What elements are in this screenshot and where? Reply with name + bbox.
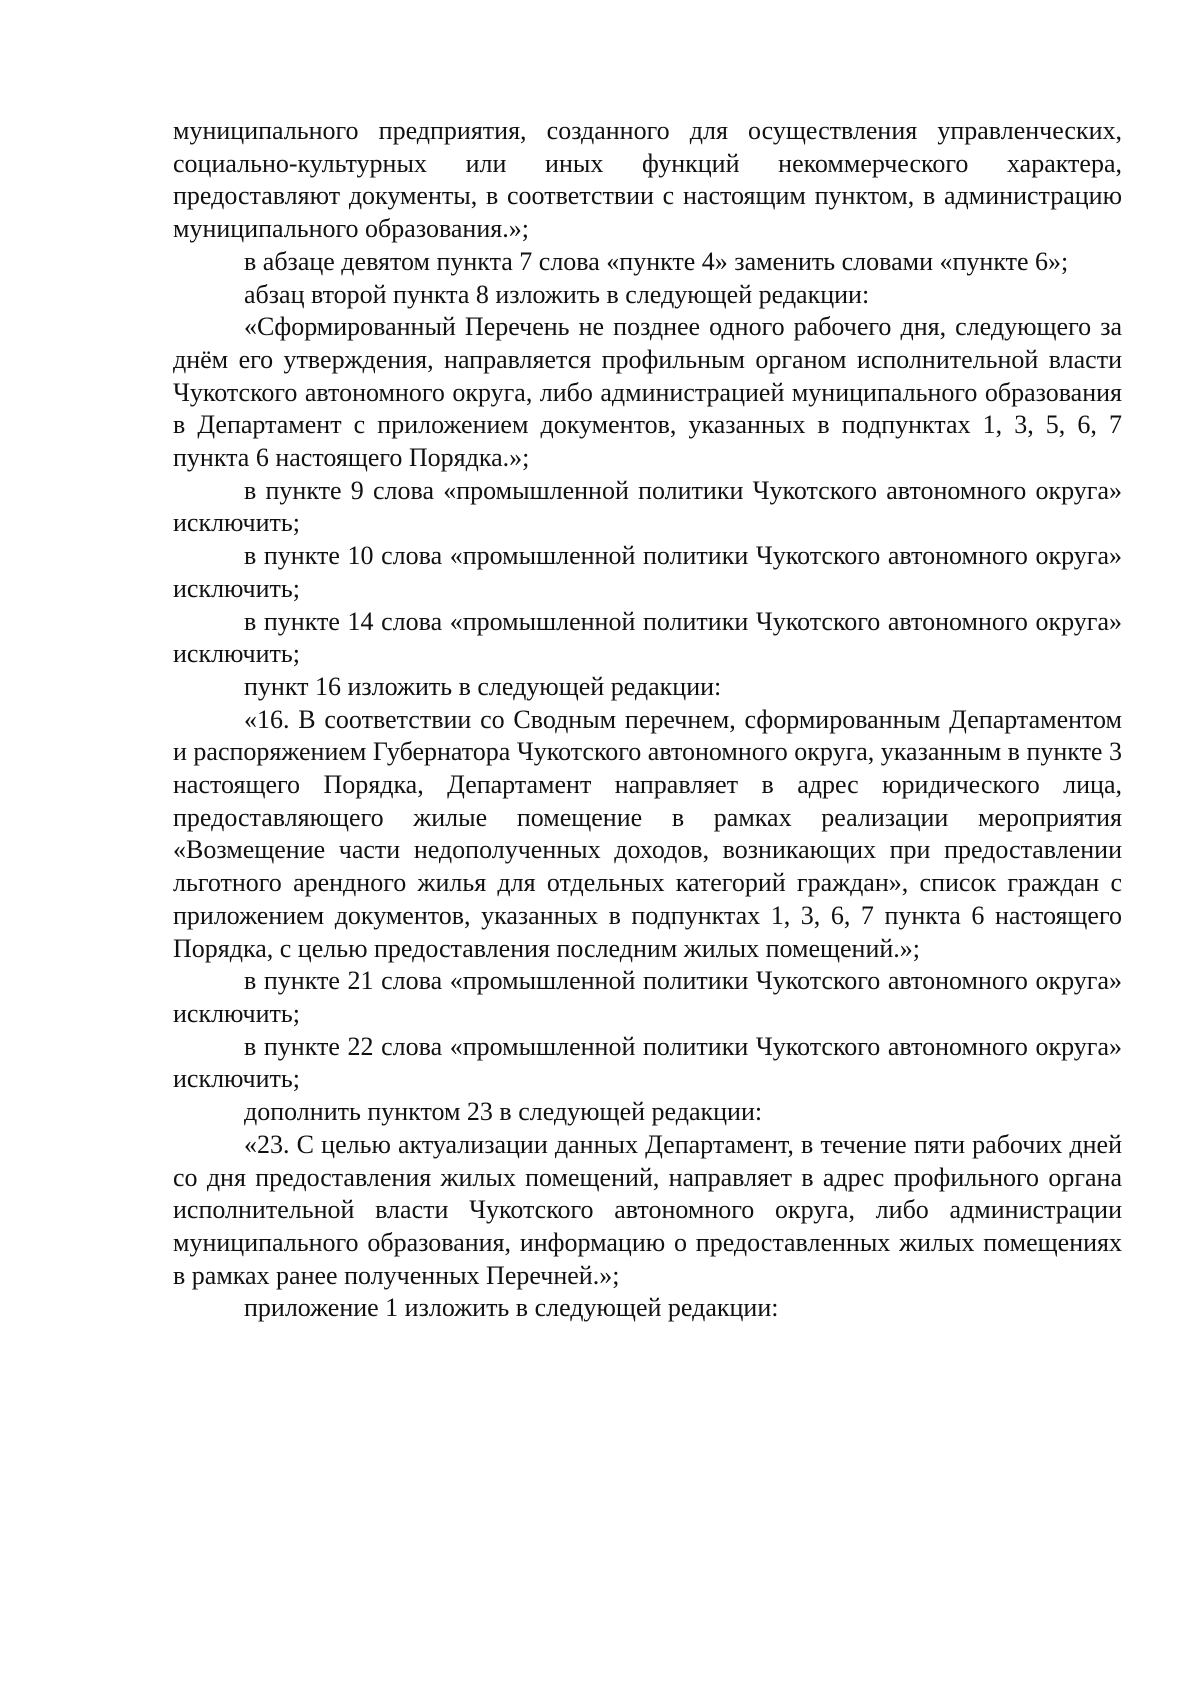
paragraph-amendment-point-23: дополнить пунктом 23 в следующей редакции: [244,1097,763,1127]
paragraph-continuation: муниципального предприятия, созданного для осуществления управленческих, социально-культурных или иных функций некоммерческого характера, предоставляют документы, в соответствии с настоящим пунктом, в администрацию муниципального образования.»; [173,116,1122,244]
paragraph-amendment-point-16: пункт 16 изложить в следующей редакции: [244,671,722,701]
paragraph-amendment-point-22: в пункте 22 слова «промышленной политики Чукотского автономного округа» исключить; [173,1031,1122,1094]
paragraph-amendment-point-14: в пункте 14 слова «промышленной политики Чукотского автономного округа» исключить; [173,606,1122,669]
paragraph-amendment-point-8: абзац второй пункта 8 изложить в следующей редакции: [244,279,870,309]
paragraph-amendment-point-7: в абзаце девятом пункта 7 слова «пункте 4» заменить словами «пункте 6»; [244,246,1069,276]
document-page [173,115,1122,1325]
paragraph-quoted-point-8-text: «Сформированный Перечень не позднее одного рабочего дня, следующего за днём его утверждения, направляется профильным органом исполнительной власти Чукотского автономного округа, либо администрацией муниципального образования в Департамент с приложением документов, указанных в подпунктах 1, 3, 5, 6, 7 пункта 6 настоящего Порядка.»; [173,312,1122,473]
paragraph-amendment-point-21: в пункте 21 слова «промышленной политики Чукотского автономного округа» исключить; [173,966,1122,1028]
paragraph-amendment-point-10: в пункте 10 слова «промышленной политики Чукотского автономного округа» исключить; [173,541,1122,603]
paragraph-quoted-point-16-text: «16. В соответствии со Сводным перечнем, сформированным Департаментом и распоряжением Губернатора Чукотского автономного округа, указанным в пункте 3 настоящего Порядка, Департамент направляет в адрес юридического лица, предоставляющего жилые помещение в рамках реализации мероприятия «Возмещение части недополученных доходов, возникающих при предоставлении льготного арендного жилья для отдельных категорий граждан», список граждан с приложением документов, указанных в подпунктах 1, 3, 6, 7 пункта 6 настоящего Порядка, с целью предоставления последним жилых помещений.»; [173,704,1122,963]
paragraph-amendment-point-9: в пункте 9 слова «промышленной политики Чукотского автономного округа» исключить; [173,475,1122,538]
paragraph-amendment-appendix-1: приложение 1 изложить в следующей редакции: [244,1293,779,1323]
paragraph-quoted-point-23-text: «23. С целью актуализации данных Департамент, в течение пяти рабочих дней со дня предоставления жилых помещений, направляет в адрес профильного органа исполнительной власти Чукотского автономного округа, либо администрации муниципального образования, информацию о предоставленных жилых помещениях в рамках ранее полученных Перечней.»; [173,1129,1122,1290]
